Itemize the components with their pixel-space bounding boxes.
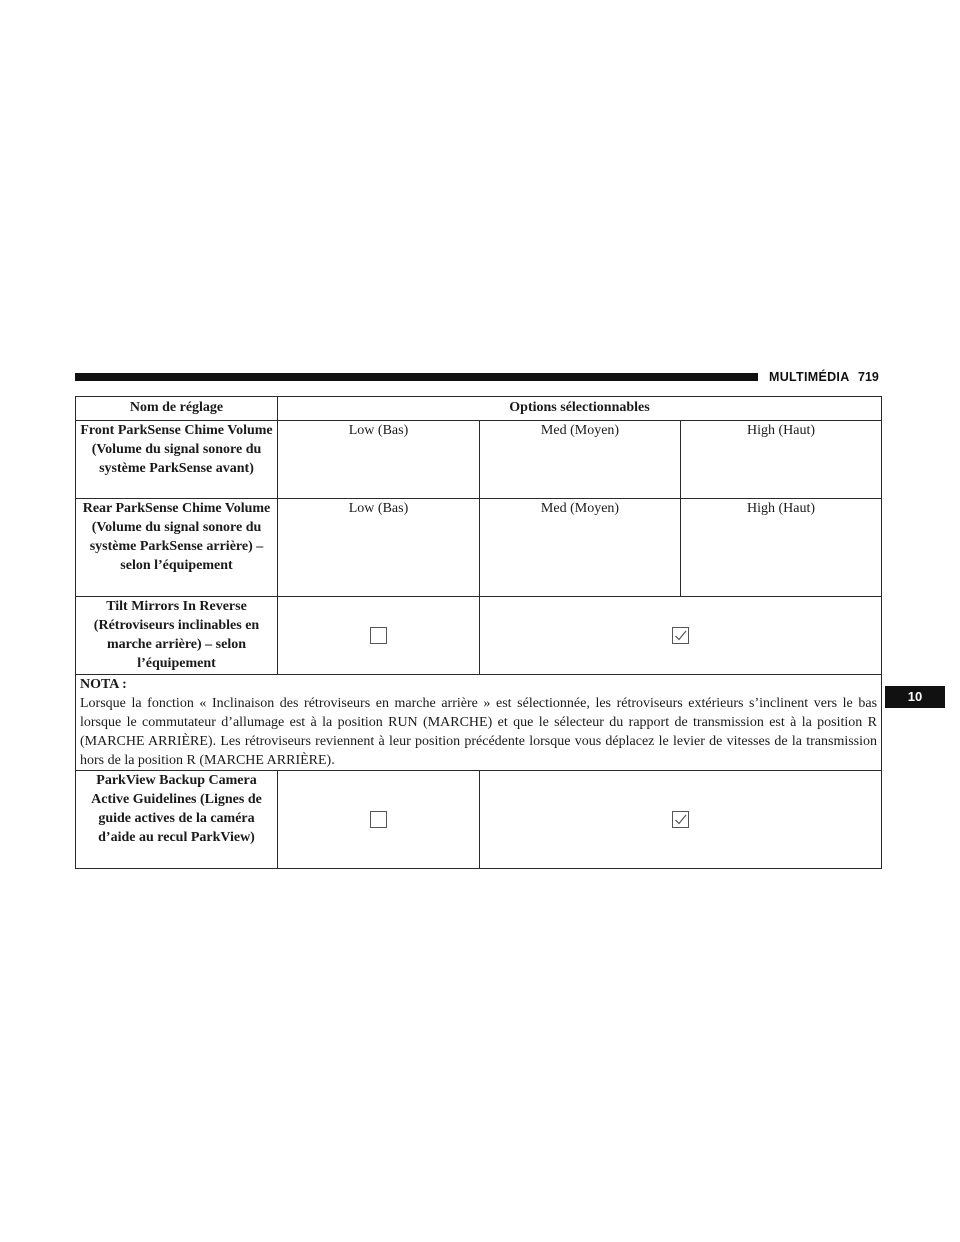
setting-name: Front ParkSense Chime Volume (Volume du signal sonore du système ParkSense avant): [76, 421, 278, 499]
note-label: NOTA :: [80, 677, 127, 692]
checkbox-empty-icon: [370, 627, 387, 644]
column-header-setting-name: Nom de réglage: [76, 397, 278, 421]
checkbox-checked-icon: [672, 627, 689, 644]
chapter-tab: 10: [885, 686, 945, 708]
note-row: [76, 675, 882, 771]
section-title: MULTIMÉDIA: [769, 370, 850, 384]
option-off-cell: [278, 771, 480, 869]
setting-name: Tilt Mirrors In Reverse (Rétroviseurs inclinables en marche arrière) – selon l’équipement: [76, 597, 278, 675]
setting-name: ParkView Backup Camera Active Guidelines (Lignes de guide actives de la caméra d’aide au recul ParkView): [76, 771, 278, 869]
settings-table: [75, 396, 882, 869]
option-med: Med (Moyen): [480, 499, 681, 597]
page-number: 719: [858, 370, 879, 384]
table-header-row: [76, 397, 882, 421]
option-high: High (Haut): [681, 421, 882, 499]
option-off-cell: [278, 597, 480, 675]
setting-name: Rear ParkSense Chime Volume (Volume du signal sonore du système ParkSense arrière) – selon l’équipement: [76, 499, 278, 597]
option-on-cell: [480, 771, 882, 869]
column-header-options: Options sélectionnables: [278, 397, 882, 421]
table-row: [76, 421, 882, 499]
option-low: Low (Bas): [278, 499, 480, 597]
option-high: High (Haut): [681, 499, 882, 597]
note-cell: [76, 675, 882, 771]
note-text: Lorsque la fonction « Inclinaison des rétroviseurs en marche arrière » est sélectionnée, les rétroviseurs extérieurs s’inclinent vers le bas lorsque le commutateur d’allumage est à la position RUN (MARCHE) et que le sélecteur du rapport de transmission est à la position R (MARCHE ARRIÈRE). Les rétroviseurs reviennent à leur position précédente lorsque vous déplacez le levier de vitesses de la transmission hors de la position R (MARCHE ARRIÈRE).: [80, 696, 878, 768]
option-low: Low (Bas): [278, 421, 480, 499]
header-rule: [75, 373, 758, 381]
option-med: Med (Moyen): [480, 421, 681, 499]
checkbox-checked-icon: [672, 811, 689, 828]
table-row: [76, 597, 882, 675]
table-row: [76, 771, 882, 869]
table-row: [76, 499, 882, 597]
option-on-cell: [480, 597, 882, 675]
checkbox-empty-icon: [370, 811, 387, 828]
